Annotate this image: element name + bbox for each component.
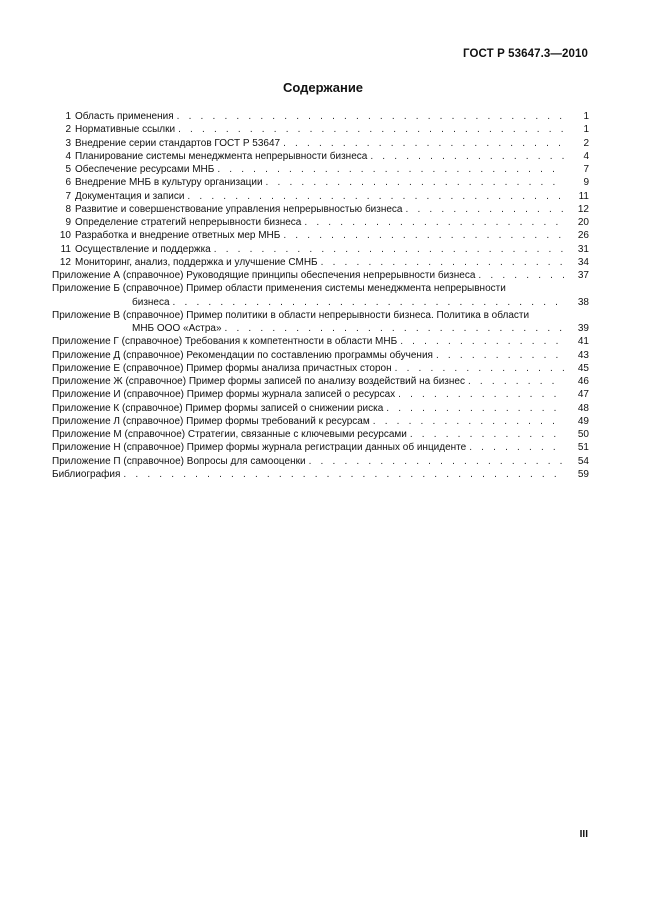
toc-leader-dots <box>386 402 564 415</box>
toc-entry-page: 11 <box>578 190 589 202</box>
toc-entry-title: Внедрение серии стандартов ГОСТ Р 53647 <box>75 137 281 149</box>
toc-entry-page: 37 <box>577 270 589 281</box>
toc-entry-page: 39 <box>577 323 589 334</box>
toc-entry-title: Приложение Г (справочное) Требования к компетентности в области МНБ <box>52 336 398 348</box>
toc-leader-dots <box>309 455 564 468</box>
toc-leader-dots <box>225 322 564 335</box>
toc-entry-appendix-v[interactable] <box>52 309 589 336</box>
toc-entry-title: Библиография <box>52 468 121 480</box>
toc-leader-dots <box>370 150 564 163</box>
toc-leader-dots <box>178 123 564 136</box>
toc-leader-dots <box>395 362 564 375</box>
toc-entry-title: Приложение М (справочное) Стратегии, связанные с ключевыми ресурсами <box>52 429 407 440</box>
toc-entry-page: 34 <box>577 256 589 268</box>
toc-entry-title: Обеспечение ресурсами МНБ <box>75 164 215 175</box>
toc-entry-page: 26 <box>577 230 589 242</box>
toc-entry-title: Приложение Б (справочное) Пример области применения системы менеджмента непрерывности <box>52 283 506 295</box>
toc-entry-page: 51 <box>577 442 589 454</box>
toc-leader-dots <box>283 137 564 150</box>
toc-entry-9[interactable] <box>52 216 589 229</box>
toc-entry-appendix-m[interactable] <box>52 428 589 441</box>
toc-entry-bibliography[interactable] <box>52 468 589 481</box>
toc-entry-page: 43 <box>577 349 589 361</box>
toc-leader-dots <box>468 375 564 388</box>
toc-leader-dots <box>410 428 564 441</box>
toc-entry-page: 12 <box>577 203 589 215</box>
toc-entry-number: 3 <box>65 137 71 149</box>
toc-entry-title: Мониторинг, анализ, поддержка и улучшение СМНБ <box>75 256 318 268</box>
toc-leader-dots <box>398 388 564 401</box>
toc-entry-number: 6 <box>65 177 71 189</box>
toc-entry-number: 12 <box>59 256 71 268</box>
toc-entry-title: Приложение Н (справочное) Пример формы журнала регистрации данных об инциденте <box>52 442 467 454</box>
toc-entry-number: 4 <box>65 150 71 162</box>
toc-entry-title: Документация и записи <box>75 190 185 202</box>
toc-entry-title: Внедрение МНБ в культуру организации <box>75 177 263 189</box>
toc-entry-page: 9 <box>583 177 589 189</box>
toc-leader-dots <box>321 256 564 269</box>
toc-entry-2[interactable] <box>52 123 589 136</box>
toc-entry-11[interactable] <box>52 243 589 256</box>
toc-entry-10[interactable] <box>52 229 589 242</box>
toc-entry-title: Нормативные ссылки <box>75 124 176 136</box>
toc-entry-number: 10 <box>59 230 71 242</box>
toc-leader-dots <box>469 441 564 454</box>
toc-entry-page: 1 <box>583 111 589 122</box>
toc-leader-dots <box>283 229 564 242</box>
toc-entry-title: Разработка и внедрение ответных мер МНБ <box>75 230 281 242</box>
toc-entry-1[interactable] <box>52 110 589 123</box>
toc-entry-title: Область применения <box>75 111 174 122</box>
toc-entry-title: Приложение Ж (справочное) Пример формы записей по анализу воздействий на бизнес <box>52 376 465 387</box>
toc-leader-dots <box>123 468 564 481</box>
toc-entry-title: Приложение К (справочное) Пример формы записей о снижении риска <box>52 402 384 414</box>
toc-entry-page: 4 <box>583 150 589 162</box>
toc-leader-dots <box>436 349 564 362</box>
table-of-contents <box>52 110 589 481</box>
toc-entry-appendix-a[interactable] <box>52 269 589 282</box>
toc-entry-page: 20 <box>577 217 589 228</box>
toc-entry-title: Приложение И (справочное) Пример формы журнала записей о ресурсах <box>52 389 396 401</box>
toc-entry-page: 54 <box>577 455 589 467</box>
toc-entry-12[interactable] <box>52 256 589 269</box>
toc-entry-page: 47 <box>577 389 589 401</box>
toc-leader-dots <box>214 243 564 256</box>
toc-entry-page: 50 <box>577 429 589 440</box>
page-title: Содержание <box>282 80 364 95</box>
toc-entry-appendix-l[interactable] <box>52 415 589 428</box>
toc-entry-page: 45 <box>577 362 589 374</box>
toc-entry-number: 2 <box>65 124 71 136</box>
toc-entry-appendix-i[interactable] <box>52 388 589 401</box>
toc-entry-5[interactable] <box>52 163 589 176</box>
toc-entry-page: 1 <box>583 124 589 136</box>
toc-entry-appendix-p[interactable] <box>52 455 589 468</box>
toc-entry-8[interactable] <box>52 203 589 216</box>
toc-entry-number: 1 <box>65 111 71 122</box>
document-standard-header: ГОСТ Р 53647.3—2010 <box>463 48 588 60</box>
toc-entry-number: 5 <box>65 164 71 175</box>
toc-entry-page: 38 <box>577 296 589 308</box>
page-number: III <box>579 829 588 840</box>
toc-entry-number: 7 <box>65 190 71 202</box>
toc-entry-title: Приложение А (справочное) Руководящие принципы обеспечения непрерывности бизнеса <box>52 270 476 281</box>
toc-entry-page: 48 <box>577 402 589 414</box>
toc-entry-page: 59 <box>577 468 589 480</box>
toc-entry-title: Приложение Д (справочное) Рекомендации по составлению программы обучения <box>52 349 433 361</box>
toc-entry-number: 9 <box>65 217 71 228</box>
toc-entry-number: 11 <box>60 243 71 255</box>
toc-entry-appendix-d[interactable] <box>52 349 589 362</box>
toc-entry-title: Определение стратегий непрерывности бизнеса <box>75 217 302 228</box>
toc-entry-appendix-e[interactable] <box>52 362 589 375</box>
toc-leader-dots <box>373 415 564 428</box>
toc-entry-7[interactable] <box>52 190 589 203</box>
toc-entry-3[interactable] <box>52 137 589 150</box>
toc-entry-page: 2 <box>583 137 589 149</box>
toc-leader-dots <box>217 163 564 176</box>
toc-leader-dots <box>478 269 564 282</box>
toc-leader-dots <box>177 110 564 123</box>
toc-entry-appendix-b[interactable] <box>52 282 589 309</box>
toc-entry-page: 31 <box>577 243 589 255</box>
toc-leader-dots <box>266 176 564 189</box>
toc-entry-title: Планирование системы менеджмента непрерывности бизнеса <box>75 150 368 162</box>
toc-leader-dots <box>187 190 564 203</box>
toc-entry-appendix-zh[interactable] <box>52 375 589 388</box>
toc-entry-page: 49 <box>577 415 589 427</box>
toc-entry-6[interactable] <box>52 176 589 189</box>
toc-entry-page: 7 <box>583 164 589 175</box>
toc-entry-title: Осуществление и поддержка <box>75 243 211 255</box>
toc-entry-title: Приложение Е (справочное) Пример формы анализа причастных сторон <box>52 362 392 374</box>
toc-leader-dots <box>304 216 564 229</box>
toc-entry-title: Развитие и совершенствование управления непрерывностью бизнеса <box>75 203 403 215</box>
toc-entry-page: 46 <box>577 376 589 387</box>
toc-entry-appendix-k[interactable] <box>52 402 589 415</box>
toc-leader-dots <box>406 203 565 216</box>
toc-leader-dots <box>173 296 564 309</box>
toc-entry-title: Приложение П (справочное) Вопросы для самооценки <box>52 455 306 467</box>
toc-entry-title-continued: бизнеса <box>132 296 170 308</box>
toc-entry-number: 8 <box>65 203 71 215</box>
toc-entry-title: Приложение Л (справочное) Пример формы требований к ресурсам <box>52 415 370 427</box>
toc-entry-appendix-g[interactable] <box>52 335 589 348</box>
toc-entry-title-continued: МНБ ООО «Астра» <box>132 323 222 334</box>
toc-entry-appendix-n[interactable] <box>52 441 589 454</box>
toc-entry-page: 41 <box>577 336 589 348</box>
toc-leader-dots <box>400 335 564 348</box>
toc-entry-4[interactable] <box>52 150 589 163</box>
toc-entry-title: Приложение В (справочное) Пример политики в области непрерывности бизнеса. Политика в области <box>52 309 530 321</box>
